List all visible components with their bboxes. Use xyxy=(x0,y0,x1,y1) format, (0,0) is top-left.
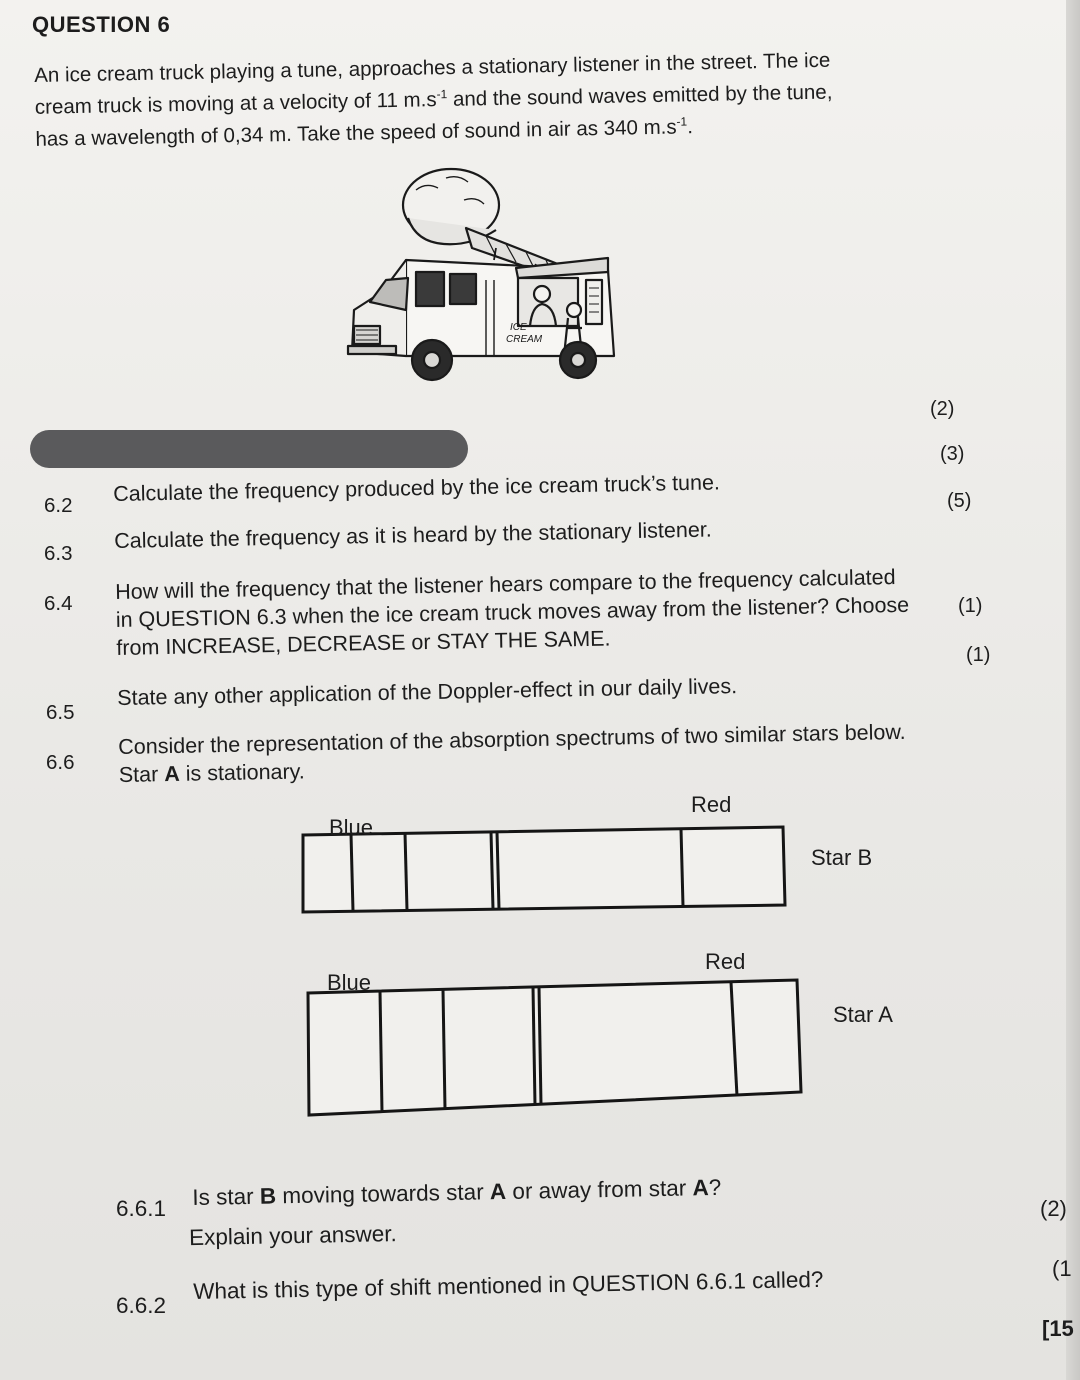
ice-cream-truck-illustration xyxy=(346,160,636,395)
star-b-line-4 xyxy=(497,832,499,909)
question-number-6-6-1: 6.6.1 xyxy=(116,1196,167,1221)
question-6-6-1-line-2: Explain your answer. xyxy=(188,1221,397,1251)
question-number-6-4: 6.4 xyxy=(44,592,73,615)
star-b-name: Star B xyxy=(811,845,873,870)
star-a-red-label: Red xyxy=(705,949,746,974)
question-6-6-2-text: What is this type of shift mentioned in QUESTION 6.6.1 called? xyxy=(193,1266,824,1304)
intro-line-2: cream truck is moving at a velocity of 11 $m.s^{-1}$ and the sound waves emitted by the tune, xyxy=(34,80,833,119)
star-a-name: Star A xyxy=(833,1002,893,1027)
question-number-6-6-2: 6.6.2 xyxy=(116,1293,167,1318)
star-b-spectrum xyxy=(303,792,872,912)
question-number-6-5: 6.5 xyxy=(46,701,75,724)
star-a-blue-label: Blue xyxy=(327,970,372,995)
marks-6-3: (5) xyxy=(947,490,972,512)
question-number-6-2: 6.2 xyxy=(44,494,73,517)
question-6-4-line-2: in QUESTION 6.3 when the ice cream truck moves away from the listener? Choose xyxy=(115,592,910,632)
star-a-line-4 xyxy=(539,987,541,1105)
question-6-4-line-1: How will the frequency that the listener hears compare to the frequency calculated xyxy=(115,565,896,604)
marks-6-2: (3) xyxy=(940,443,965,465)
question-6-2-text: Calculate the frequency produced by the ice cream truck’s tune. xyxy=(113,470,721,506)
star-a-spectrum xyxy=(308,949,893,1115)
question-6-4-line-3: from INCREASE, DECREASE or STAY THE SAME. xyxy=(116,626,611,660)
question-total-marks: [15 xyxy=(1042,1316,1074,1341)
question-6-4-text xyxy=(115,563,910,662)
star-b-line-3 xyxy=(491,832,493,909)
page-edge-shadow xyxy=(1066,0,1080,1380)
question-6-6-line-1: Consider the representation of the absorption spectrums of two similar stars below. xyxy=(118,719,906,759)
redacted-question-6-1 xyxy=(30,430,468,468)
marks-6-6-1: (2) xyxy=(1040,1196,1067,1221)
star-a-line-3 xyxy=(533,987,535,1105)
absorption-spectra-diagram xyxy=(295,785,935,1125)
truck-lettering-cream: CREAM xyxy=(506,334,543,345)
question-heading: QUESTION 6 xyxy=(32,12,171,37)
question-intro xyxy=(34,45,916,153)
question-number-6-3: 6.3 xyxy=(44,542,73,565)
question-number-6-6: 6.6 xyxy=(46,751,75,774)
marks-6-5: (1) xyxy=(966,644,991,666)
question-6-6-1-line-1: Is star B moving towards star A or away from star A? xyxy=(192,1174,722,1210)
question-6-5-text: State any other application of the Doppler-effect in our daily lives. xyxy=(117,674,738,710)
marks-6-6-2: (1 xyxy=(1052,1256,1072,1281)
star-b-line-5 xyxy=(681,829,683,906)
star-b-red-label: Red xyxy=(691,792,732,817)
marks-6-1: (2) xyxy=(930,398,955,420)
intro-line-1: An ice cream truck playing a tune, approaches a stationary listener in the street. The ice xyxy=(34,48,831,87)
star-b-blue-label: Blue xyxy=(329,815,374,840)
question-6-3-text: Calculate the frequency as it is heard by the stationary listener. xyxy=(114,517,712,553)
truck-lettering-ice: ICE xyxy=(510,322,527,333)
question-6-6-line-2: Star A is stationary. xyxy=(118,759,306,787)
marks-6-4: (1) xyxy=(958,595,983,617)
star-b-line-1 xyxy=(351,834,353,911)
intro-line-3: has a wavelength of 0,34 m. Take the speed of sound in air as 340 $m.s^{-1}$. xyxy=(35,114,694,151)
star-a-line-2 xyxy=(443,990,445,1109)
star-a-line-1 xyxy=(380,991,382,1112)
question-6-6-1-text xyxy=(188,1168,722,1258)
star-b-line-2 xyxy=(405,833,407,910)
